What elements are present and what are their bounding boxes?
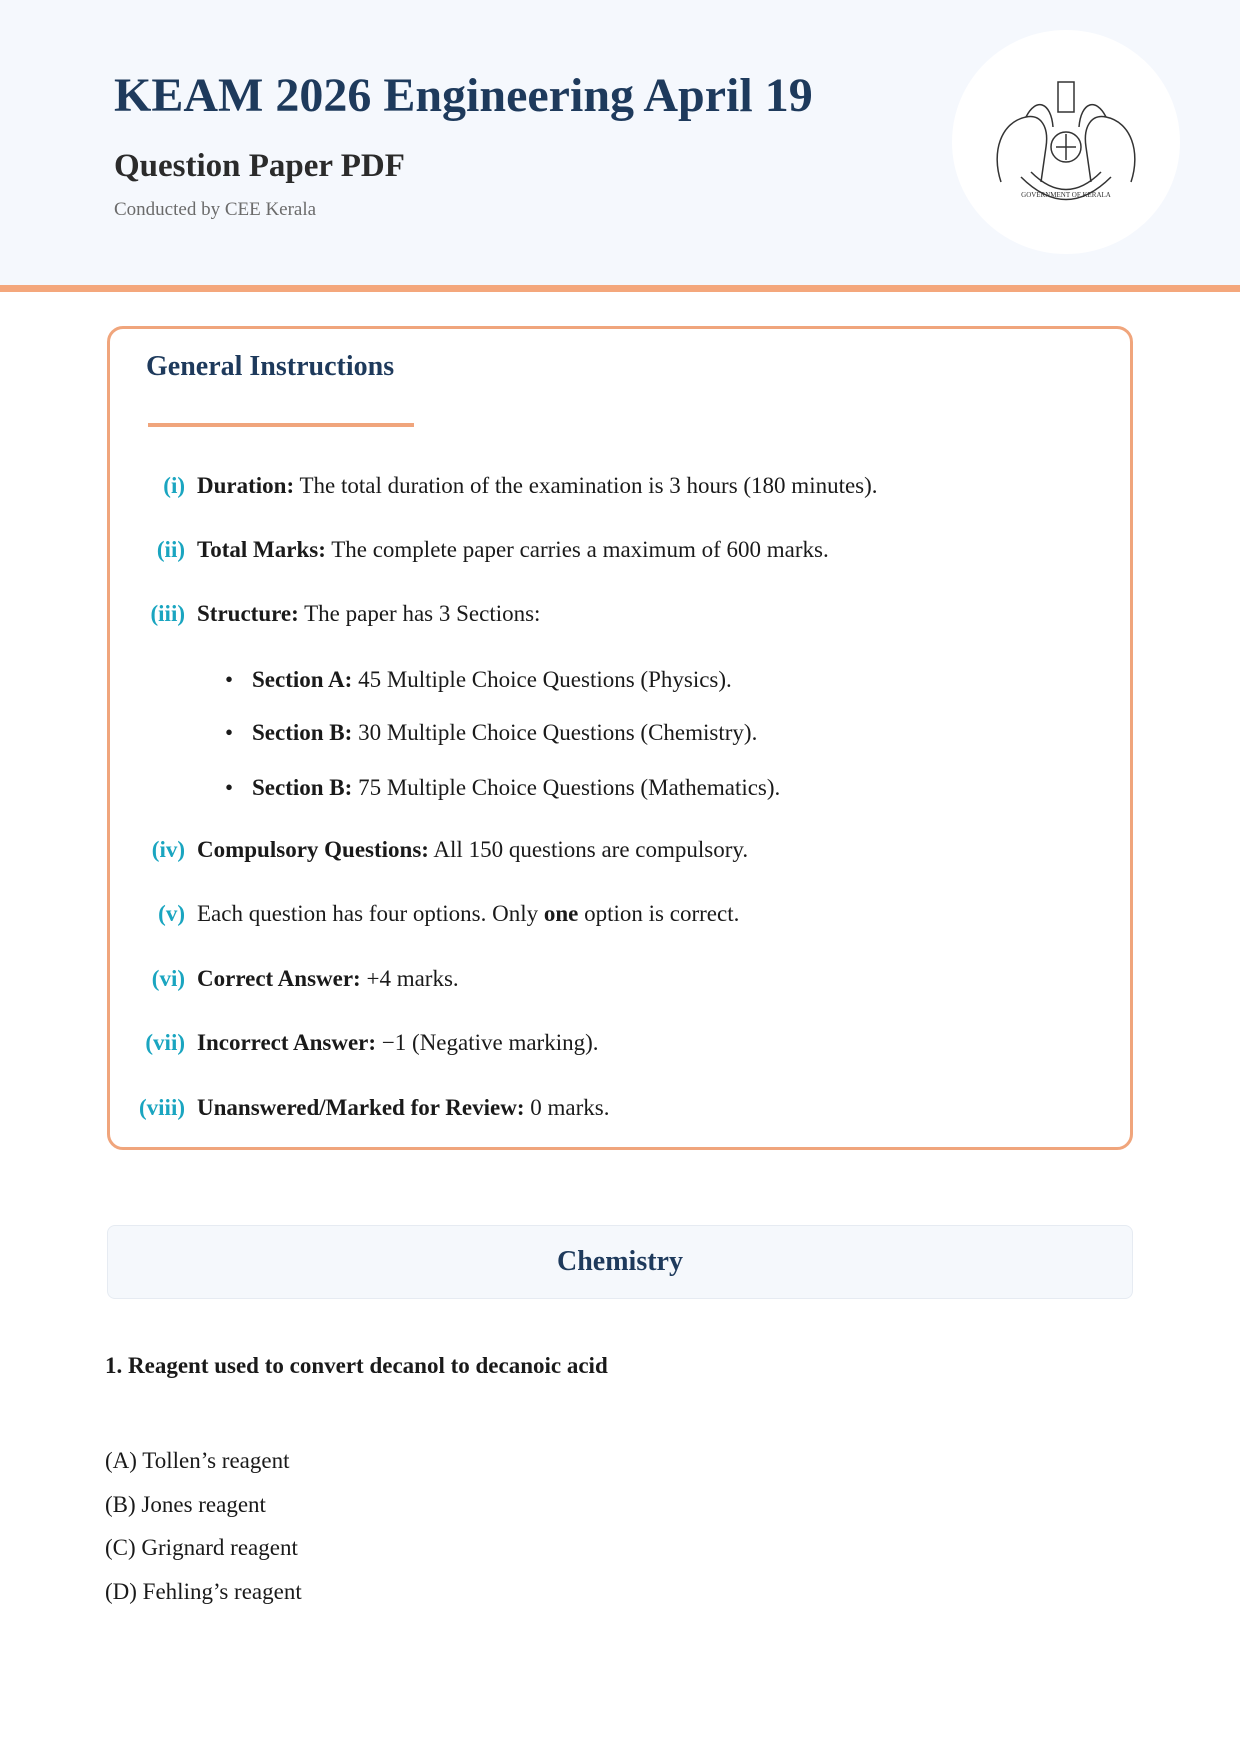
instruction-body: option is correct. [578,901,740,926]
instruction-body: The total duration of the examination is 3 hours (180 minutes). [294,473,878,498]
section-label: Section B: [252,775,353,800]
general-instructions-box [107,326,1133,1150]
section-body: 75 Multiple Choice Questions (Mathematics). [352,775,781,800]
page-title: KEAM 2026 Engineering April 19 [114,69,813,122]
instruction-number: (iii) [150,601,185,626]
section-text [252,719,757,747]
instruction-number: (v) [158,901,185,926]
header-accent-bar [0,285,1240,292]
instruction-label: Duration: [197,473,295,498]
svg-text:GOVERNMENT OF KERALA: GOVERNMENT OF KERALA [1021,191,1111,199]
instruction-label: Compulsory Questions: [197,837,429,862]
instruction-text [197,1029,599,1057]
instruction-text [197,965,459,993]
instruction-label: Structure: [197,601,299,626]
section-label: Section A: [252,667,353,692]
section-title-chemistry: Chemistry [107,1225,1133,1299]
bullet-icon: • [225,720,234,745]
instruction-number: (ii) [156,537,185,562]
section-label: Section B: [252,720,353,745]
instruction-body: −1 (Negative marking). [376,1030,599,1055]
section-body: 45 Multiple Choice Questions (Physics). [352,667,732,692]
option-c[interactable]: (C) Grignard reagent [105,1535,298,1560]
section-text [252,666,732,694]
instruction-number: (vii) [145,1030,185,1055]
instruction-body: 0 marks. [524,1095,610,1120]
instruction-body: The complete paper carries a maximum of 600 marks. [325,537,829,562]
instruction-text [197,836,748,864]
section-text [252,774,780,802]
instruction-text [197,900,739,928]
instruction-text [197,536,829,564]
instruction-number: (iv) [151,837,185,862]
question-text: 1. Reagent used to convert decanol to decanoic acid [105,1353,608,1378]
instruction-number: (i) [163,473,185,498]
instruction-label: Incorrect Answer: [197,1030,377,1055]
bullet-icon: • [225,775,234,800]
heading-underline [148,423,414,427]
instruction-text [197,472,878,500]
instruction-number: (vi) [151,966,185,991]
instruction-number: (viii) [139,1095,185,1120]
instruction-text [197,600,540,628]
instructions-heading: General Instructions [146,351,395,382]
instruction-body: +4 marks. [360,966,459,991]
option-a[interactable]: (A) Tollen’s reagent [105,1448,290,1473]
instruction-pre: Each question has four options. Only [197,901,544,926]
section-body: 30 Multiple Choice Questions (Chemistry). [352,720,758,745]
instruction-body: The paper has 3 Sections: [298,601,541,626]
kerala-emblem-logo [952,30,1180,254]
instruction-body: All 150 questions are compulsory. [428,837,749,862]
page-subtitle: Question Paper PDF [114,148,405,184]
instruction-label: one [543,901,579,926]
option-d[interactable]: (D) Fehling’s reagent [105,1579,302,1604]
option-b[interactable]: (B) Jones reagent [105,1492,266,1517]
bullet-icon: • [225,667,234,692]
instruction-text [197,1094,609,1122]
instruction-label: Total Marks: [197,537,326,562]
instruction-label: Unanswered/Marked for Review: [197,1095,525,1120]
conducted-by: Conducted by CEE Kerala [114,199,317,220]
instruction-label: Correct Answer: [197,966,361,991]
